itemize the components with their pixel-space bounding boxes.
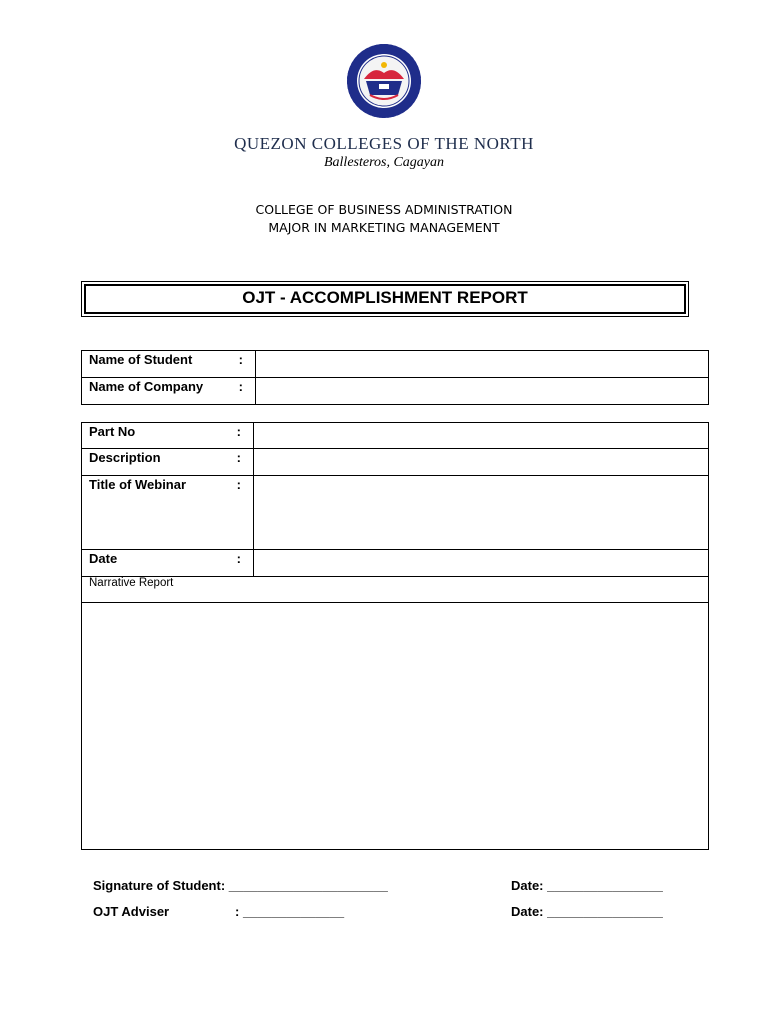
- company-name-label: Name of Company :: [82, 378, 256, 405]
- webinar-title-field[interactable]: [254, 476, 709, 550]
- adviser-date-line: Date: ________________: [511, 904, 663, 919]
- student-signature-line: Signature of Student: ______________________: [93, 878, 388, 893]
- school-location: Ballesteros, Cagayan: [323, 155, 445, 170]
- company-name-field[interactable]: [256, 378, 709, 405]
- college-name: COLLEGE OF BUSINESS ADMINISTRATION: [255, 202, 513, 217]
- part-no-label: Part No :: [82, 423, 254, 449]
- adviser-label: OJT Adviser: [93, 904, 170, 919]
- student-name-field[interactable]: [256, 351, 709, 378]
- school-seal-logo: [346, 43, 422, 119]
- student-name-label: Name of Student :: [82, 351, 256, 378]
- narrative-report-field[interactable]: [82, 603, 709, 850]
- major-name: MAJOR IN MARKETING MANAGEMENT: [268, 220, 500, 235]
- student-date-line: Date: ________________: [511, 878, 663, 893]
- report-title-box: [81, 281, 689, 317]
- part-no-field[interactable]: [254, 423, 709, 449]
- date-label: Date :: [82, 550, 254, 577]
- student-info-table: [81, 350, 709, 405]
- description-field[interactable]: [254, 449, 709, 476]
- school-name: QUEZON COLLEGES OF THE NORTH: [234, 134, 534, 153]
- adviser-signature-line: : ______________: [235, 904, 345, 919]
- webinar-title-label: Title of Webinar :: [82, 476, 254, 550]
- report-details-table: [81, 422, 709, 850]
- narrative-report-label: Narrative Report: [82, 577, 709, 603]
- date-field[interactable]: [254, 550, 709, 577]
- report-title: OJT - ACCOMPLISHMENT REPORT: [84, 284, 686, 314]
- description-label: Description :: [82, 449, 254, 476]
